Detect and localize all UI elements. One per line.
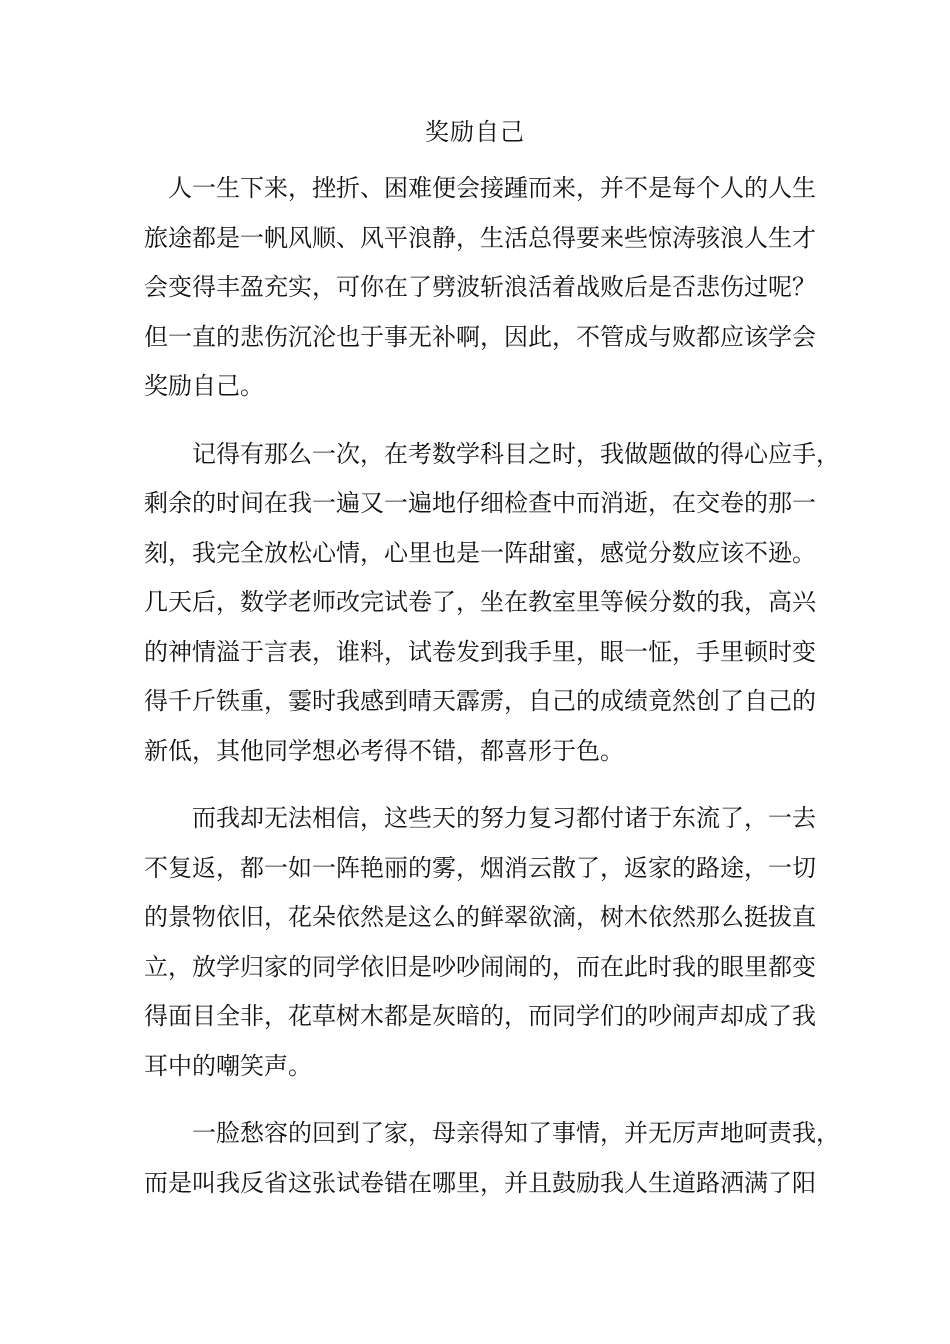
- text-line: 会变得丰盈充实，可你在了劈波斩浪活着战败后是否悲伤过呢？: [144, 273, 816, 301]
- text-line: 几天后，数学老师改完试卷了，坐在教室里等候分数的我，高兴: [144, 588, 816, 616]
- document-body: [144, 164, 840, 1208]
- text-line: 得面目全非，花草树木都是灰暗的，而同学们的吵闹声却成了我: [144, 1002, 816, 1030]
- text-line: 刻，我完全放松心情，心里也是一阵甜蜜，感觉分数应该不逊。: [144, 538, 816, 567]
- document-title: 奖励自己: [425, 118, 525, 146]
- text-line: 不复返，都一如一阵艳丽的雾，烟消云散了，返家的路途，一切: [144, 853, 816, 882]
- text-line: 旅途都是一帆风顺、风平浪静，生活总得要来些惊涛骇浪人生才: [144, 223, 816, 252]
- text-line: 一脸愁容的回到了家，母亲得知了事情，并无厉声地呵责我，: [192, 1119, 840, 1147]
- text-line: 的神情溢于言表，谁料，试卷发到我手里，眼一怔，手里顿时变: [144, 637, 816, 666]
- paragraph-1: [144, 164, 816, 412]
- paragraph-4: [144, 1109, 840, 1208]
- paragraph-2: [144, 430, 840, 777]
- text-line: 而我却无法相信，这些天的努力复习都付诸于东流了，一去: [192, 804, 816, 832]
- paragraph-3: [144, 794, 816, 1091]
- text-line: 奖励自己。: [144, 372, 264, 400]
- text-line: 耳中的嘲笑声。: [144, 1051, 312, 1080]
- text-line: 得千斤铁重，霎时我感到晴天霹雳，自己的成绩竟然创了自己的: [144, 687, 816, 715]
- text-line: 人一生下来，挫折、困难便会接踵而来，并不是每个人的人生: [168, 174, 816, 202]
- text-line: 但一直的悲伤沉沦也于事无补啊，因此，不管成与败都应该学会: [144, 322, 816, 351]
- text-line: 立，放学归家的同学依旧是吵吵闹闹的，而在此时我的眼里都变: [144, 952, 816, 981]
- text-line: 剩余的时间在我一遍又一遍地仔细检查中而消逝，在交卷的那一: [144, 489, 816, 517]
- text-line: 的景物依旧，花朵依然是这么的鲜翠欲滴，树木依然那么挺拔直: [144, 903, 816, 931]
- text-line: 而是叫我反省这张试卷错在哪里，并且鼓励我人生道路洒满了阳: [144, 1168, 816, 1197]
- text-line: 新低，其他同学想必考得不错，都喜形于色。: [144, 736, 624, 765]
- text-line: 记得有那么一次，在考数学科目之时，我做题做的得心应手，: [192, 439, 840, 468]
